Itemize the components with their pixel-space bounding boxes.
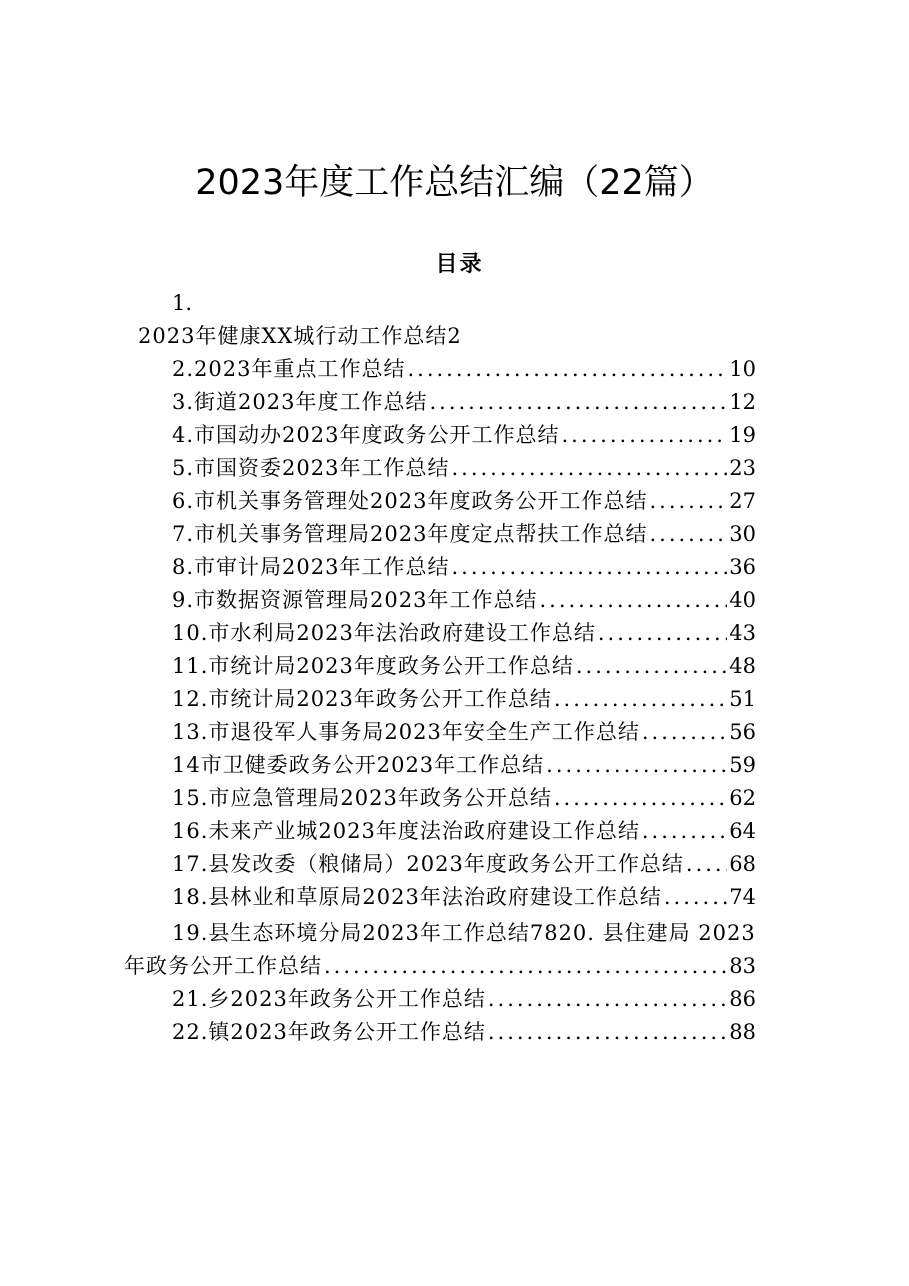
dot-leader (537, 584, 727, 617)
dot-leader (574, 650, 727, 683)
toc-entry[interactable] (172, 1016, 756, 1049)
toc-entry[interactable] (172, 584, 756, 617)
toc-entry[interactable] (172, 617, 756, 650)
dot-leader (552, 782, 727, 815)
toc-entry-page: 40 (729, 588, 756, 612)
toc-entry-title: 7.市机关事务管理局2023年度定点帮扶工作总结 (172, 522, 648, 546)
toc-entry-title: 4.市国动办2023年度政务公开工作总结 (172, 423, 560, 447)
toc-entry-title: 年政务公开工作总结 (124, 954, 322, 978)
toc-entry-page: 23 (729, 456, 756, 480)
toc-entry-title: 11.市统计局2023年度政务公开工作总结 (172, 654, 574, 678)
toc-entry-19-line1: 19.县生态环境分局2023年工作总结7820. 县住建局 2023 (172, 921, 756, 945)
toc-entry[interactable] (172, 650, 756, 683)
toc-entry-title: 10.市水利局2023年法治政府建设工作总结 (172, 621, 596, 645)
toc-entry[interactable] (172, 452, 756, 485)
toc-entry-title: 22.镇2023年政务公开工作总结 (172, 1020, 486, 1044)
toc-entry-page: 36 (729, 555, 756, 579)
toc-entry[interactable] (124, 950, 756, 983)
toc-entry-title: 5.市国资委2023年工作总结 (172, 456, 450, 480)
dot-leader (647, 485, 727, 518)
toc-entry-page: 48 (729, 654, 756, 678)
toc-entry-title: 12.市统计局2023年政务公开工作总结 (172, 687, 552, 711)
toc-entry[interactable] (172, 485, 756, 518)
dot-leader (552, 683, 727, 716)
toc-entry[interactable] (172, 551, 756, 584)
toc-entry-page: 56 (729, 720, 756, 744)
toc-entry-1-text: 2023年健康XX城行动工作总结2 (138, 324, 462, 348)
toc-entry[interactable] (172, 782, 756, 815)
toc-entry-page: 68 (729, 852, 756, 876)
toc-entry-title: 21.乡2023年政务公开工作总结 (172, 987, 486, 1011)
dot-leader (486, 1016, 727, 1049)
toc-entry-page: 88 (729, 1020, 756, 1044)
dot-leader (449, 551, 727, 584)
toc-entry-title: 15.市应急管理局2023年政务公开总结 (172, 786, 552, 810)
toc-entry-page: 83 (729, 954, 756, 978)
dot-leader (559, 419, 727, 452)
toc-entry[interactable] (172, 518, 756, 551)
dot-leader (544, 749, 727, 782)
toc-entry-title: 13.市退役军人事务局2023年安全生产工作总结 (172, 720, 640, 744)
toc-entry-title: 9.市数据资源管理局2023年工作总结 (172, 588, 538, 612)
toc-entry-title: 3.街道2023年度工作总结 (172, 390, 428, 414)
toc-entry-page: 43 (729, 621, 756, 645)
toc-entry-title: 18.县林业和草原局2023年法治政府建设工作总结 (172, 885, 662, 909)
dot-leader (684, 848, 727, 881)
toc-entry-page: 30 (729, 522, 756, 546)
toc-entry-page: 86 (729, 987, 756, 1011)
toc-entry-page: 59 (729, 753, 756, 777)
dot-leader (322, 950, 727, 983)
dot-leader (405, 353, 727, 386)
toc-entry[interactable] (172, 749, 756, 782)
dot-leader (640, 815, 727, 848)
document-title: 2023年度工作总结汇编（22篇） (195, 163, 714, 203)
toc-entry[interactable] (172, 983, 756, 1016)
toc-entry-1-number: 1. (172, 291, 193, 315)
toc-entry-page: 19 (729, 423, 756, 447)
toc-entry[interactable] (172, 353, 756, 386)
toc-entry-page: 62 (729, 786, 756, 810)
toc-entry-title: 17.县发改委（粮储局）2023年度政务公开工作总结 (172, 852, 684, 876)
toc-entry-page: 64 (729, 819, 756, 843)
toc-entry-title: 6.市机关事务管理处2023年度政务公开工作总结 (172, 489, 648, 513)
toc-entry-title: 8.市审计局2023年工作总结 (172, 555, 450, 579)
toc-entry-page: 12 (729, 390, 756, 414)
toc-entry[interactable] (172, 848, 756, 881)
dot-leader (486, 983, 727, 1016)
toc-entry[interactable] (172, 419, 756, 452)
toc-entry-page: 74 (729, 885, 756, 909)
dot-leader (662, 881, 727, 914)
toc-entry-title: 2.2023年重点工作总结 (172, 357, 406, 381)
dot-leader (427, 386, 727, 419)
toc-entry[interactable] (172, 716, 756, 749)
toc-entry[interactable] (172, 683, 756, 716)
toc-entry-title: 14市卫健委政务公开2023年工作总结 (172, 753, 545, 777)
toc-entry-page: 51 (729, 687, 756, 711)
dot-leader (647, 518, 727, 551)
dot-leader (596, 617, 727, 650)
toc-entry-page: 10 (729, 357, 756, 381)
toc-entry[interactable] (172, 386, 756, 419)
toc-entry[interactable] (172, 815, 756, 848)
toc-heading: 目录 (435, 251, 484, 277)
toc-entry-title: 16.未来产业城2023年度法治政府建设工作总结 (172, 819, 640, 843)
toc-entry-page: 27 (729, 489, 756, 513)
toc-entry[interactable] (172, 881, 756, 914)
dot-leader (449, 452, 727, 485)
dot-leader (640, 716, 727, 749)
